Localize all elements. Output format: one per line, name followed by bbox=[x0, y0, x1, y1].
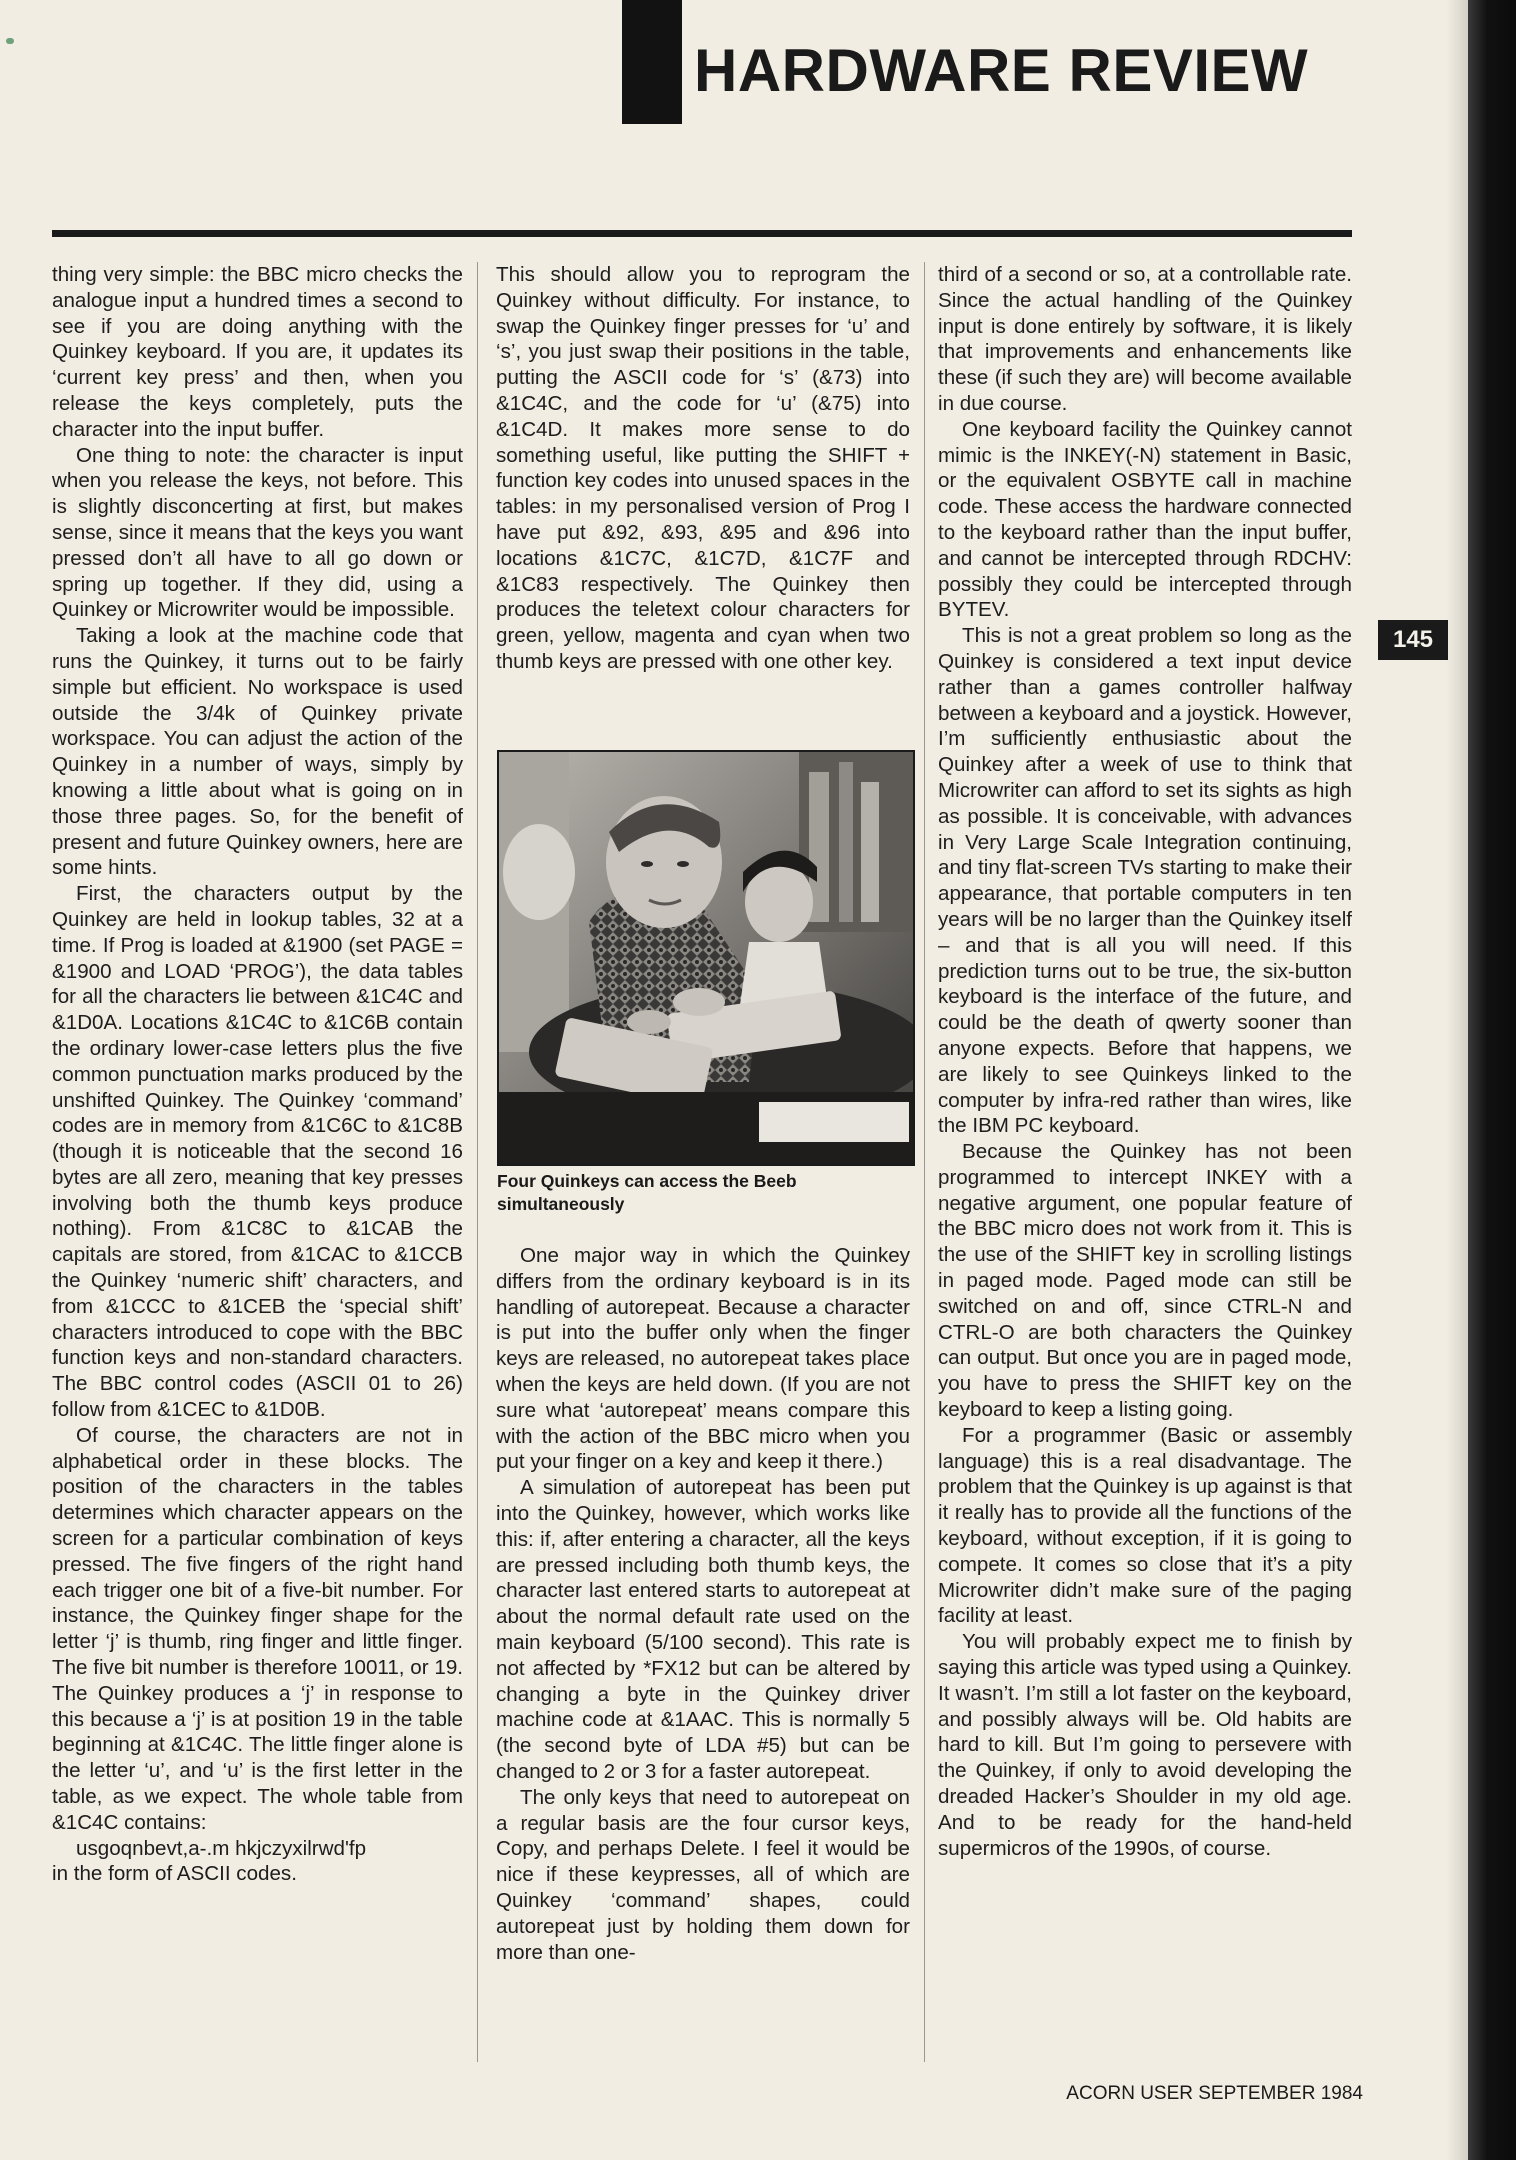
column-divider bbox=[477, 262, 478, 2062]
page-fold-shadow bbox=[1446, 0, 1468, 2160]
col3-paragraph: You will probably expect me to finish by saying this article was typed using a Quinkey. It wasn’t. I’m still a lot faster on the keyboard, and possibly always will be. Old habits are hard to kill. But I’m going to persevere with the Quinkey, if only to avoid developing the dreaded Hacker’s Shoulder in my old age. And to be ready for the hand-held supermicros of the 1990s, of course. bbox=[938, 1630, 1352, 1860]
column-2-top bbox=[496, 262, 910, 732]
col1-paragraph: Of course, the characters are not in alphabetical order in these blocks. The position of the characters in the tables determines which character appears on the screen for a particular combination of keys pressed. The five fingers of the right hand each trigger one bit of a five-bit number. For instance, the Quinkey finger shape for the letter ‘j’ is thumb, ring finger and little finger. The five bit number is therefore 10011, or 19. The Quinkey produces a ‘j’ in response to this because a ‘j’ is at position 19 in the table beginning at &1C4C. The little finger alone is the letter ‘u’, and ‘u’ is the first letter in the table, as we expect. The whole table from &1C4C contains: bbox=[52, 1423, 463, 1834]
children-using-quinkeys-image bbox=[499, 752, 913, 1164]
col2-paragraph: This should allow you to reprogram the Quinkey without difficulty. For instance, to swap the Quinkey finger presses for ‘u’ and ‘s’, you just swap their positions in the table, putting the ASCII code for ‘s’ (&73) into &1C4C, and the code for ‘u’ (&75) into &1C4D. It makes more sense to do something useful, like putting the SHIFT + function key codes into unused spaces in the tables: in my personalised version of Prog I have put &92, &93, &95 and &96 into locations &1C7C, &1C7D, &1C7F and &1C83 respectively. The Quinkey then produces the teletext colour characters for green, yellow, magenta and cyan when two thumb keys are pressed with one other key. bbox=[496, 263, 910, 673]
col1-paragraph: First, the characters output by the Quinkey are held in lookup tables, 32 at a time. If Prog is loaded at &1900 (set PAGE = &1900 and LOAD ‘PROG’), the data tables for all the characters lie between &1C4C and &1D0A. Locations &1C4C to &1C6B contain the ordinary lower-case letters plus the five common punctuation marks produced by the unshifted Quinkey. The Quinkey ‘command’ codes are in memory from &1C6C to &1C8B (though it is noticeable that the second 16 bytes are all zero, meaning that key presses involving both the thumb keys produce nothing). From &1C8C to &1CAB the capitals are stored, from &1CAC to &1CCB the Quinkey ‘numeric shift’ characters, and from &1CCC to &1CEB the ‘special shift’ characters introduced to cope with the BBC function keys and non-standard characters. The BBC control codes (ASCII 01 to 26) follow from &1CEC to &1D0B. bbox=[52, 882, 463, 1422]
page-number-tab: 145 bbox=[1378, 620, 1448, 660]
col2-paragraph: A simulation of autorepeat has been put into the Quinkey, however, which works like this: if, after entering a character, all the keys are pressed including both thumb keys, the character last entered starts to autorepeat at about the normal default rate used on the main keyboard (5/100 second). This rate is not affected by *FX12 but can be altered by changing a byte in the Quinkey driver machine code at &1AAC. This is normally 5 (the second byte of LDA #5) but can be changed to 2 or 3 for a faster autorepeat. bbox=[496, 1476, 910, 1783]
header-rule bbox=[52, 230, 1352, 237]
col3-paragraph: Because the Quinkey has not been programmed to intercept INKEY with a negative argument, one popular feature of the BBC micro does not work from it. This is the use of the SHIFT key in scrolling listings in paged mode. Paged mode can still be switched on and off, since CTRL-N and CTRL-O are both characters the Quinkey can output. But once you are in paged mode, you have to press the SHIFT key on the keyboard to keep a listing going. bbox=[938, 1140, 1352, 1422]
col3-paragraph: One keyboard facility the Quinkey cannot mimic is the INKEY(-N) statement in Basic, or the equivalent OSBYTE call in machine code. These access the hardware connected to the keyboard rather than the input buffer, and cannot be intercepted through RDCHV: possibly they could be intercepted through BYTEV. bbox=[938, 417, 1352, 622]
col3-paragraph: For a programmer (Basic or assembly language) this is a real disadvantage. The problem that the Quinkey is up against is that it really has to provide all the functions of the keyboard, without exception, if it is going to compete. It comes so close that it’s a pity Microwriter didn’t make sure of the paging facility at least. bbox=[938, 1423, 1352, 1628]
section-title: HARDWARE REVIEW bbox=[694, 37, 1309, 104]
col3-paragraph: third of a second or so, at a controllable rate. Since the actual handling of the Quinkey input is done entirely by software, it is likely that improvements and enhancements like these (if such they are) will become available in due course. bbox=[938, 263, 1352, 415]
col2-paragraph: One major way in which the Quinkey differs from the ordinary keyboard is in its handling of autorepeat. Because a character is put into the buffer only when the finger keys are released, no autorepeat takes place when the keys are held down. (If you are not sure what ‘autorepeat’ means compare this with the action of the BBC micro when you put your finger on a key and keep it there.) bbox=[496, 1244, 910, 1474]
col1-paragraph: thing very simple: the BBC micro checks the analogue input a hundred times a second to see if you are doing anything with the Quinkey keyboard. If you are, it updates its ‘current key press’ and then, when you release the keys completely, puts the character into the input buffer. bbox=[52, 263, 463, 441]
col1-paragraph: One thing to note: the character is input when you release the keys, not before. This is slightly disconcerting at first, but makes sense, since it means that the keys you want pressed don’t all have to all go down or spring up together. If they did, using a Quinkey or Microwriter would be impossible. bbox=[52, 443, 463, 622]
margin-mark bbox=[6, 38, 14, 44]
column-1 bbox=[52, 262, 463, 2062]
col1-paragraph-tail: in the form of ASCII codes. bbox=[52, 1862, 297, 1886]
column-2-bottom bbox=[496, 1243, 910, 2063]
page-footer: ACORN USER SEPTEMBER 1984 bbox=[1066, 2083, 1363, 2104]
scan-edge bbox=[1468, 0, 1516, 2160]
col3-paragraph: This is not a great problem so long as the Quinkey is considered a text input device rather than a games controller halfway between a keyboard and a joystick. However, I’m sufficiently enthusiastic about the Quinkey after a week of use to think that Microwriter can afford to set its sights as high as possible. It is conceivable, with advances in Very Large Scale Integration continuing, and tiny flat-screen TVs starting to make their appearance, that portable computers in ten years will be no larger than the Quinkey itself – and that is all you will need. If this prediction turns out to be true, the six-button keyboard is the interface of the future, and could be the death of qwerty sooner than anyone expects. Before that happens, we are likely to see Quinkeys linked to the computer by infra-red rather than wires, like the IBM PC keyboard. bbox=[938, 624, 1352, 1138]
col1-paragraph: Taking a look at the machine code that runs the Quinkey, it turns out to be fairly simple but efficient. No workspace is used outside the 3/4k of Quinkey private workspace. You can adjust the action of the Quinkey in a number of ways, simply by knowing a little about what is going on in those three pages. So, for the benefit of present and future Quinkey owners, here are some hints. bbox=[52, 624, 463, 880]
photo-caption: Four Quinkeys can access the Beeb simultaneously bbox=[497, 1171, 797, 1214]
column-divider bbox=[924, 262, 925, 2062]
quinkey-table-code: usgoqnbevt,a-.m hkjczyxilrwd'fp bbox=[76, 1836, 367, 1860]
article-photo bbox=[497, 750, 915, 1166]
header-accent-bar bbox=[622, 0, 682, 124]
col2-paragraph: The only keys that need to autorepeat on a regular basis are the four cursor keys, Copy, and perhaps Delete. I feel it would be nice if these keypresses, all of which are Quinkey ‘command’ shapes, could autorepeat just by holding them down for more than one- bbox=[496, 1785, 910, 1964]
column-3 bbox=[938, 262, 1352, 2062]
